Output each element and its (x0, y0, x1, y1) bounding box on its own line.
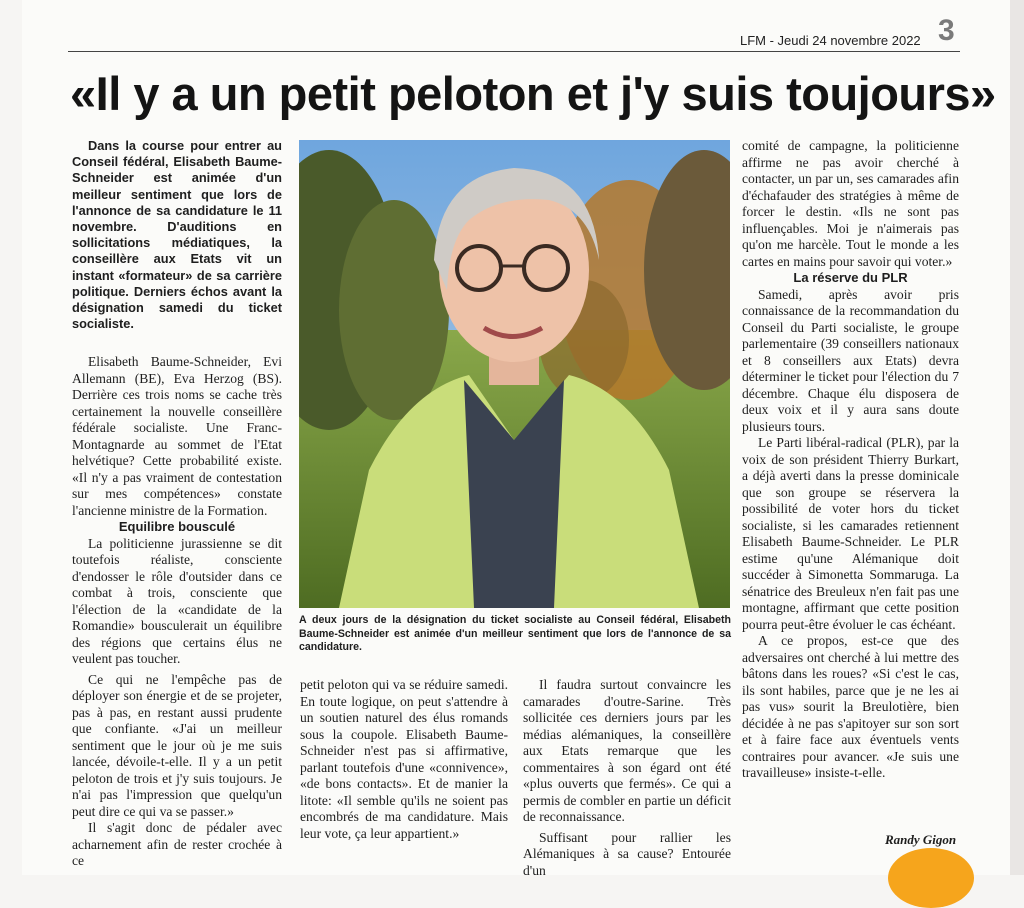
author-signature: Randy Gigon (885, 832, 957, 847)
column-4 (742, 138, 959, 782)
page-edge (1010, 0, 1024, 875)
photo-caption: A deux jours de la désignation du ticket socialiste au Conseil fédéral, Elisabeth Baume-Schneider est animée d'un meilleur sentiment que lors de l'annonce de sa candidature. (299, 614, 731, 653)
paragraph: Ce qui ne l'empêche pas de déployer son énergie et de se projeter, pas à pas, en restant aussi prudente que confiante. «J'ai un meilleur sentiment que le jour où je me suis lancée, dévoile-t-elle. Il y a un petit peloton de trois et j'y suis toujours. Je n'ai pas l'impression que quelqu'un peut dire ce qui va se passer.» (72, 671, 282, 819)
paragraph: Il s'agit donc de pédaler avec acharnement afin de rester crochée à ce (72, 820, 282, 869)
paragraph: Elisabeth Baume-Schneider, Evi Allemann (BE), Eva Herzog (BS). Derrière ces trois noms se cache très certainement la nouvelle conseillère fédérale socialiste. Une Franc-Montagnarde au sommet de l'Etat helvétique? Cette probabilité existe. «Il n'y a pas vraiment de contestation sur mes compétences» constate l'ancienne ministre de la Formation. (72, 354, 282, 518)
paragraph: Suffisant pour rallier les Alémaniques à sa cause? Entourée d'un (523, 829, 731, 878)
header-rule (68, 51, 960, 52)
page-number: 3 (938, 14, 955, 47)
portrait-illustration (299, 140, 730, 608)
paragraph: Samedi, après avoir pris connaissance de la recommandation du Conseil du Parti socialiste, le groupe parlementaire (39 conseillers nationaux et 8 conseillers aux Etats) devra déterminer le ticket pour l'élection du 7 décembre. Chaque élu disposera de deux voix et il y aura sans doute plusieurs tours. (742, 286, 959, 434)
column-1 (72, 138, 282, 870)
orange-marker (888, 848, 974, 908)
column-3 (523, 677, 731, 879)
subheading: La réserve du PLR (793, 270, 908, 285)
paragraph: Le Parti libéral-radical (PLR), par la voix de son président Thierry Burkart, a déjà averti dans la presse dominicale que son groupe se réservera la possibilité de voter hors du ticket socialiste, si les camarades retiennent Elisabeth Baume-Schneider. Le PLR estime qu'une Alémanique doit succéder à Simonetta Sommaruga. La sénatrice des Breuleux n'en fait pas une montagne, affirmant que cette position pourra peut-être évoluer le cas échéant. (742, 435, 959, 632)
subheading: Equilibre bousculé (118, 519, 236, 535)
paragraph: A ce propos, est-ce que des adversaires ont cherché à lui mettre des bâtons dans les roues? «Si c'est le cas, ils sont habiles, parce que je ne les ai pas vus» sourit la Breulotière, bien décidée à ne pas s'apitoyer sur son sort et à faire face aux éventuels vents contraires pour avancer. «Je suis une travailleuse» insiste-t-elle. (742, 633, 959, 780)
publication-date: LFM - Jeudi 24 novembre 2022 (740, 33, 921, 48)
paragraph: Il faudra surtout convaincre les camarades d'outre-Sarine. Très sollicitée ces derniers jours par les médias alémaniques, la conseillère aux Etats remarque que les commentaires à son égard ont été «plus ouverts que fermés». Ce qui a permis de combler en partie un déficit de reconnaissance. (523, 677, 731, 824)
headline: «Il y a un petit peloton et j'y suis toujours» (70, 67, 996, 120)
paragraph: petit peloton qui va se réduire samedi. En toute logique, on peut s'attendre à un soutien naturel des élus romands sous la coupole. Elisabeth Baume-Schneider n'est pas si affirmative, parlant toutefois d'une «connivence», «de bons contacts». Et de manier la litote: «Il semble qu'ils ne soient pas encombrés de ma candidature. Mais leur vote, ça leur appartient.» (300, 677, 508, 841)
paragraph: La politicienne jurassienne se dit toutefois réaliste, consciente d'endosser le rôle d'outsider dans ce combat à trois, consciente que l'élection de la «candidate de la Romandie» bousculerait un équilibre des régions que certains élus ne veulent pas toucher. (72, 535, 282, 667)
article-lead: Dans la course pour entrer au Conseil fédéral, Elisabeth Baume-Schneider est animée d'un meilleur sentiment que lors de l'annonce de sa candidature le 11 novembre. D'auditions en sollicitations médiatiques, la conseillère aux Etats vit un instant «formateur» de sa carrière politique. Derniers échos avant la désignation samedi du ticket socialiste. (72, 138, 282, 332)
portrait-photo (299, 140, 730, 608)
column-2 (300, 677, 508, 842)
paragraph: comité de campagne, la politicienne affirme ne pas avoir cherché à contacter, un par un, ses camarades afin d'échafauder des stratégies à même de forcer le destin. «Ils ne sont pas influençables. Moi je n'aimerais pas qu'on me harcèle. Tout le monde a les cartes en mains pour savoir qui voter.» (742, 138, 959, 269)
